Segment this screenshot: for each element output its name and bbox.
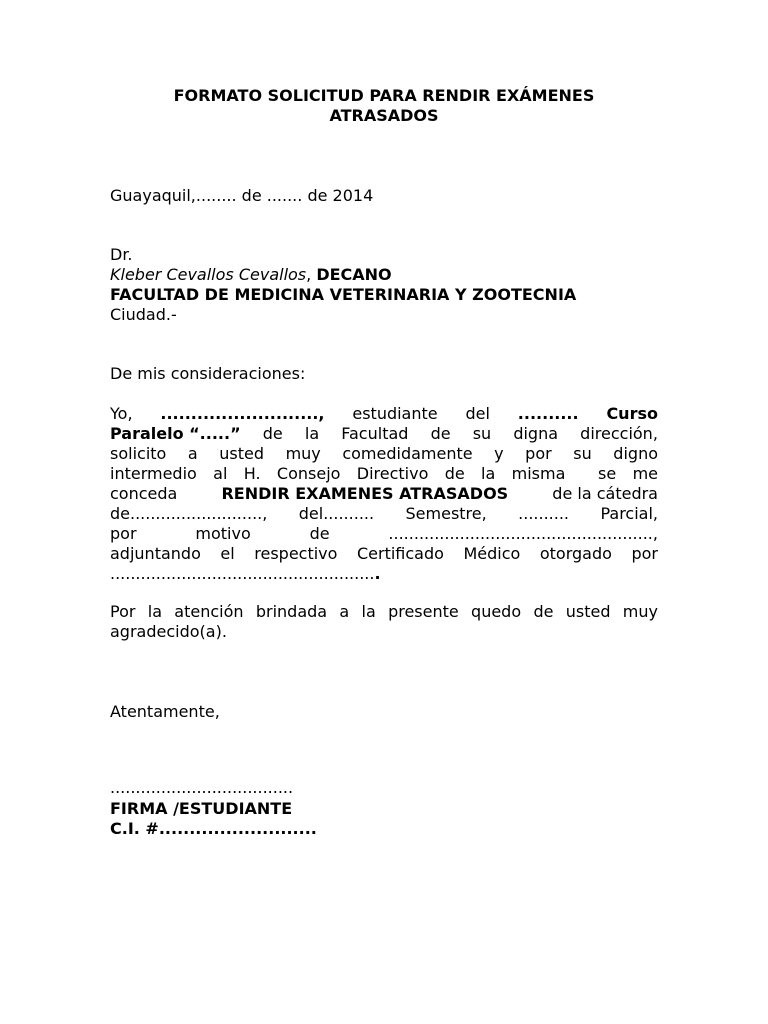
body-text: del [465, 404, 490, 423]
body-text: por [110, 524, 137, 543]
body-blank-parcial: .......... [518, 504, 570, 523]
body-text: su [472, 424, 492, 443]
body-text: digna [513, 424, 559, 443]
signature-line: .................................... [110, 778, 294, 797]
body-text: estudiante [352, 404, 438, 423]
body-text: Yo, [110, 404, 133, 423]
body-period: . [374, 564, 381, 583]
body-line-7 [110, 524, 658, 544]
recipient-name: Kleber Cevallos Cevallos [110, 265, 307, 284]
body-text: la [304, 424, 320, 443]
title-line-1: FORMATO SOLICITUD PARA RENDIR EXÁMENES [173, 86, 595, 105]
sign-off: Atentamente, [110, 702, 220, 721]
body-line-2 [110, 424, 658, 444]
body-text: conceda [110, 484, 178, 503]
body-line-8: adjuntando el respectivo Certificado Médico otorgado por [110, 544, 658, 563]
body-text: motivo [195, 524, 251, 543]
body-text: Semestre, [405, 504, 487, 523]
date-line: Guayaquil,........ de ....... de 2014 [110, 186, 374, 205]
recipient-role: DECANO [316, 265, 392, 284]
body-blank-motivo: ...................................................., [388, 524, 658, 543]
body-line-4: intermedio al H. Consejo Directivo de la misma se me [110, 464, 658, 483]
closing-line-2: agradecido(a). [110, 622, 227, 641]
body-text: de [262, 424, 283, 443]
body-text: Curso [606, 404, 658, 423]
body-text: de [309, 524, 330, 543]
body-request: RENDIR EXAMENES ATRASADOS [221, 484, 509, 503]
greeting: De mis consideraciones: [110, 364, 306, 383]
document-title [110, 86, 658, 126]
body-blank-course: .......... [517, 404, 579, 423]
recipient-city: Ciudad.- [110, 305, 177, 324]
body-text: Parcial, [600, 504, 658, 523]
id-number-field: C.I. #.......................... [110, 819, 317, 838]
closing-line-1: Por la atención brindada a la presente quedo de usted muy [110, 602, 658, 621]
body-line-9 [110, 564, 658, 584]
body-blank-paralelo: Paralelo “.....” [110, 424, 241, 443]
body-text: Facultad [341, 424, 409, 443]
recipient-name-line [110, 265, 658, 285]
body-line-5 [110, 484, 658, 504]
body-line-1 [110, 404, 658, 424]
signature-label: FIRMA /ESTUDIANTE [110, 799, 293, 818]
body-text: dirección, [580, 424, 658, 443]
recipient-name-separator: , [306, 265, 317, 284]
body-text: de la cátedra [552, 484, 658, 503]
recipient-salutation: Dr. [110, 245, 133, 264]
body-blank-name: .........................., [160, 404, 325, 423]
body-line-6 [110, 504, 658, 524]
body-text: de [430, 424, 451, 443]
body-blank-semestre: del.......... [298, 504, 375, 523]
body-line-3: solicito a usted muy comedidamente y por su digno [110, 444, 658, 463]
body-blank-catedra: de.........................., [110, 504, 268, 523]
recipient-faculty: FACULTAD DE MEDICINA VETERINARIA Y ZOOTECNIA [110, 285, 577, 304]
body-blank-doctor: .................................................... [110, 564, 375, 583]
title-line-2: ATRASADOS [329, 106, 439, 125]
